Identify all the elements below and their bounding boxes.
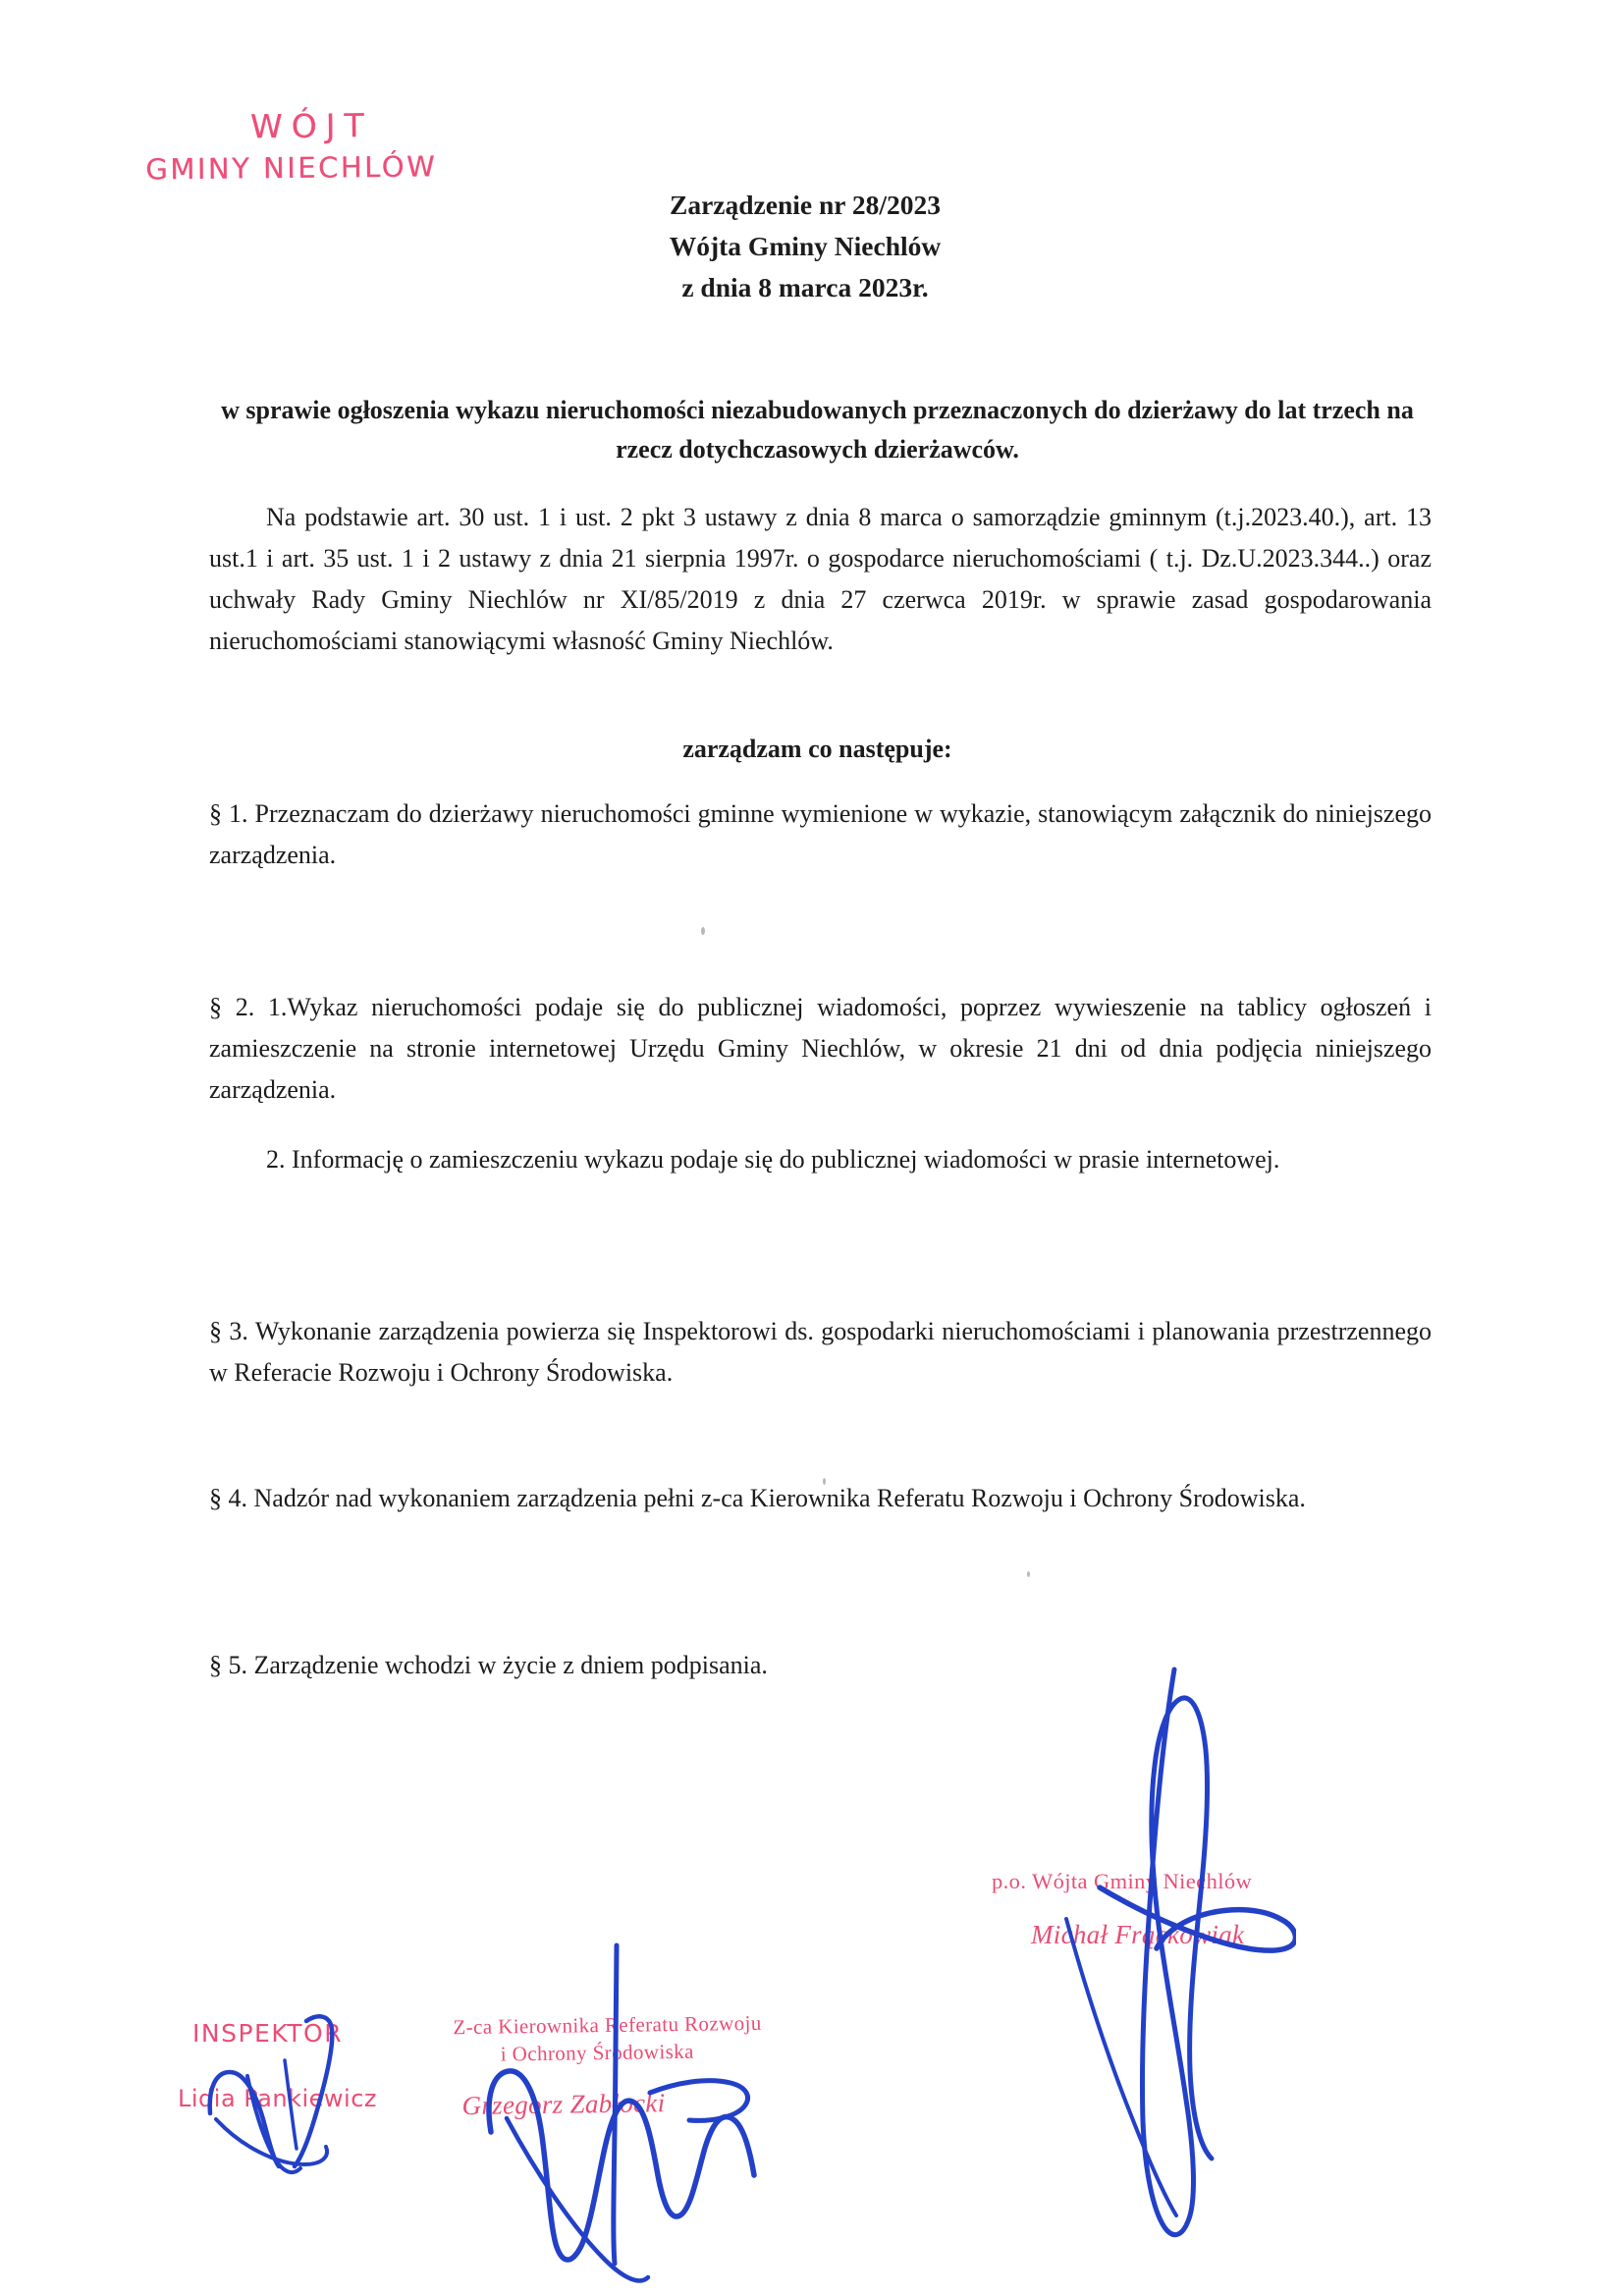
inspektor-name-text: Lidia Pankiewicz xyxy=(178,2085,378,2112)
header-stamp-line1: WÓJT xyxy=(249,106,373,146)
kierownik-role-line1: Z-ca Kierownika Referatu Rozwoju xyxy=(453,2010,762,2040)
section-1: § 1. Przeznaczam do dzierżawy nieruchomości gminne wymienione w wykazie, stanowiącym załącznik do niniejszego zarządzenia. xyxy=(209,799,1432,870)
wojt-ink-signature xyxy=(982,1660,1296,2249)
section-3: § 3. Wykonanie zarządzenia powierza się Inspektorowi ds. gospodarki nieruchomościami i planowania przestrzennego w Referacie Rozwoju i Ochrony Środowiska. xyxy=(209,1317,1432,1388)
signature-block-wojt xyxy=(992,1869,1252,1950)
wojt-name-text: Michał Frąckowiak xyxy=(1031,1920,1245,1949)
document-title xyxy=(550,185,1060,307)
scan-speck xyxy=(1027,1571,1030,1577)
signature-block-inspektor xyxy=(178,2019,378,2112)
inspektor-role-text: INSPEKTOR xyxy=(192,2019,344,2048)
scan-speck xyxy=(701,927,705,935)
title-line-authority: Wójta Gminy Niechlów xyxy=(669,230,942,261)
title-line-date: z dnia 8 marca 2023r. xyxy=(681,271,929,302)
section-2-point-1: § 2. 1.Wykaz nieruchomości podaje się do publicznej wiadomości, poprzez wywieszenie na tablicy ogłoszeń i zamieszczenie na stronie internetowej Urzędu Gminy Niechlów, w okresie 21 dni od dnia podjęcia niniejszego zarządzenia. xyxy=(209,993,1432,1105)
section-4: § 4. Nadzór nad wykonaniem zarządzenia pełni z-ca Kierownika Referatu Rozwoju i Ochrony Środowiska. xyxy=(209,1484,1306,1512)
kierownik-role-line2: i Ochrony Środowiska xyxy=(500,2040,694,2066)
title-line-number: Zarządzenie nr 28/2023 xyxy=(670,190,941,220)
header-office-stamp xyxy=(145,104,438,188)
order-declaration: zarządzam co następuje: xyxy=(682,735,952,763)
wojt-role-text: p.o. Wójta Gminy Niechlów xyxy=(992,1869,1253,1893)
header-stamp-line2: GMINY NIECHLÓW xyxy=(145,149,438,187)
signature-block-kierownik xyxy=(453,2009,763,2121)
legal-basis-paragraph: Na podstawie art. 30 ust. 1 i ust. 2 pkt 3 ustawy z dnia 8 marca o samorządzie gminnym (t.j.2023.40.), art. 13 ust.1 i art. 35 ust. 1 i 2 ustawy z dnia 21 sierpnia 1997r. o gospodarce nieruchomościami ( t.j. Dz.U.2023.344..) oraz uchwały Rady Gminy Niechlów nr XI/85/2019 z dnia 27 czerwca 2019r. w sprawie zasad gospodarowania nieruchomościami stanowiącymi własność Gminy Niechlów. xyxy=(209,503,1432,656)
section-5: § 5. Zarządzenie wchodzi w życie z dniem podpisania. xyxy=(209,1651,768,1679)
kierownik-role-text xyxy=(453,2009,762,2069)
document-subject: w sprawie ogłoszenia wykazu nieruchomości niezabudowanych przeznaczonych do dzierżawy do lat trzech na rzecz dotychczasowych dzierżawców. xyxy=(221,396,1414,465)
kierownik-name-text: Grzegorz Zabłocki xyxy=(461,2087,666,2120)
section-2-point-2: 2. Informację o zamieszczeniu wykazu podaje się do publicznej wiadomości w prasie internetowej. xyxy=(266,1145,1280,1174)
